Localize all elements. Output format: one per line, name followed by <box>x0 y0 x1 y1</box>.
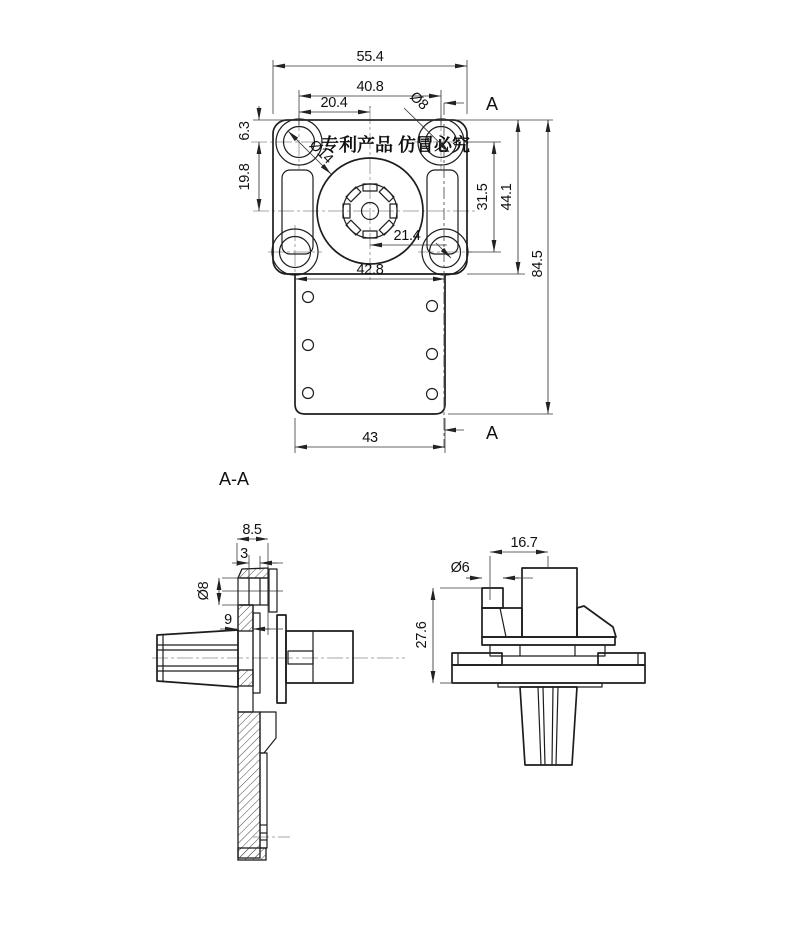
dim-hole-rows-span: 31.5 <box>475 183 491 211</box>
flange-bar <box>277 615 286 703</box>
motor-block <box>286 631 353 683</box>
mid-band <box>490 645 605 656</box>
dim-hole-diameter: Ø8 <box>406 88 432 114</box>
output-shaft <box>520 687 577 765</box>
dim-overall-width: 55.4 <box>356 49 384 65</box>
watermark-text: 专利产品 仿冒必究 <box>321 135 471 155</box>
section-view-aa <box>152 469 405 860</box>
right-slot <box>427 170 458 254</box>
dim-hole-to-center: 19.8 <box>237 163 253 191</box>
cone-shaft <box>157 630 238 687</box>
left-slot <box>282 170 313 254</box>
shaft-spline <box>538 687 541 765</box>
upper-plate <box>482 637 615 645</box>
dim-half-span: 20.4 <box>320 95 348 111</box>
front-view <box>414 535 645 765</box>
cap-section <box>238 568 268 578</box>
section-view-label: A-A <box>219 469 250 489</box>
lower-strip <box>260 753 267 848</box>
shaft-pin <box>288 651 313 664</box>
bore-box <box>238 578 268 605</box>
upper-plate-hatch <box>238 605 253 631</box>
dim-center-to-hole: 21.4 <box>393 228 421 244</box>
dim-boss-diameter: Ø6 <box>450 560 470 576</box>
dim-hub-width: 9 <box>224 612 232 628</box>
shaft-spline <box>552 687 553 765</box>
shaft-spline <box>543 687 545 765</box>
chamfer-block <box>482 608 522 637</box>
dim-body-width: 43 <box>362 430 378 446</box>
dim-front-height: 27.6 <box>414 621 430 649</box>
lower-bracket <box>260 712 276 753</box>
dim-cap-width: 8.5 <box>242 522 262 538</box>
gear-face-strip <box>253 613 260 693</box>
base-plate <box>452 665 645 683</box>
body-outline <box>295 274 445 414</box>
dim-top-hole-span: 40.8 <box>356 79 384 95</box>
body-holes <box>303 292 438 400</box>
dim-slot-width: 3 <box>240 546 248 562</box>
dim-flange-height: 44.1 <box>499 183 515 211</box>
section-marker-top: A <box>485 94 499 114</box>
upper-ear <box>269 569 277 612</box>
dim-bore-diameter: Ø8 <box>196 581 212 601</box>
lower-plate <box>238 712 260 858</box>
section-marker-bottom: A <box>485 423 499 443</box>
dim-boss-to-block: 16.7 <box>510 535 538 551</box>
boss <box>482 588 503 608</box>
left-tab <box>452 653 502 665</box>
chamfer-line <box>500 608 506 637</box>
dim-edge-to-hole: 6.3 <box>237 121 253 141</box>
upper-plate-hatch <box>238 670 253 686</box>
top-view <box>237 49 553 453</box>
foot-section <box>238 848 266 860</box>
dim-bottom-hole-span: 42.8 <box>356 262 384 278</box>
dim-counterbore-diameter: Ø14 <box>305 137 336 168</box>
shaft-spline <box>556 687 558 765</box>
dim-overall-height: 84.5 <box>530 250 546 278</box>
dimension-lines <box>259 66 548 447</box>
wedge <box>577 606 616 637</box>
